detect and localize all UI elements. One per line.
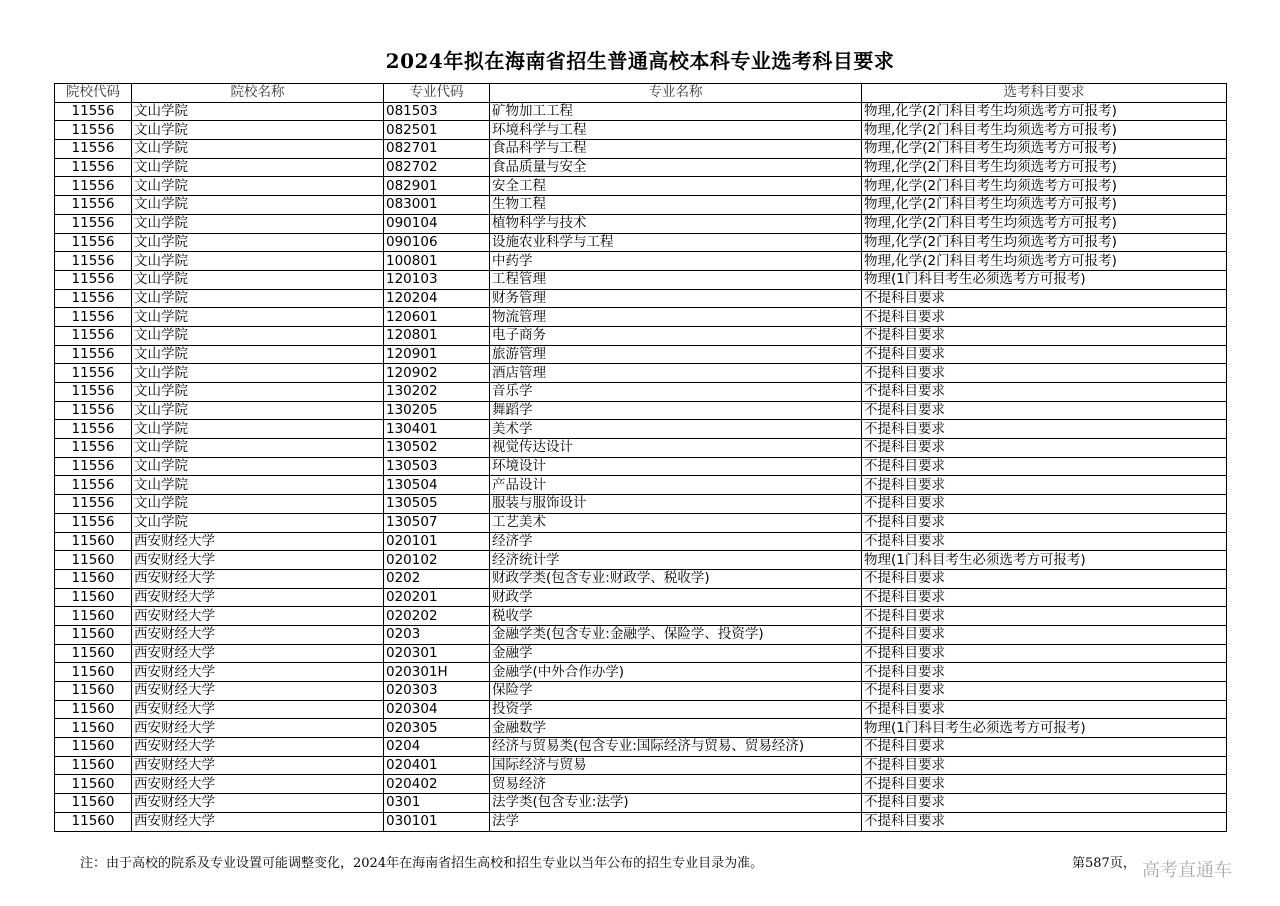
subject-requirement-cell: 物理,化学(2门科目考生均须选考方可报考)	[862, 196, 1227, 215]
major-name-cell: 服装与服饰设计	[490, 495, 862, 514]
subject-requirement-cell: 物理,化学(2门科目考生均须选考方可报考)	[862, 102, 1227, 121]
school-code-cell: 11556	[55, 102, 132, 121]
table-row	[55, 569, 1227, 588]
major-name-cell: 矿物加工工程	[490, 102, 862, 121]
subject-requirement-cell: 物理(1门科目考生必须选考方可报考)	[862, 270, 1227, 289]
header-major-code: 专业代码	[384, 84, 490, 103]
subject-requirement-cell: 不提科目要求	[862, 607, 1227, 626]
school-code-cell: 11560	[55, 794, 132, 813]
subject-requirement-cell: 不提科目要求	[862, 345, 1227, 364]
table-body	[55, 102, 1227, 831]
school-code-cell: 11560	[55, 700, 132, 719]
major-code-cell: 120601	[384, 308, 490, 327]
school-code-cell: 11556	[55, 476, 132, 495]
major-code-cell: 020201	[384, 588, 490, 607]
school-name-cell: 文山学院	[132, 140, 384, 159]
subject-requirement-cell: 不提科目要求	[862, 738, 1227, 757]
table-row	[55, 457, 1227, 476]
table-row	[55, 476, 1227, 495]
table-row	[55, 252, 1227, 271]
major-code-cell: 120204	[384, 289, 490, 308]
school-name-cell: 文山学院	[132, 289, 384, 308]
major-name-cell: 工程管理	[490, 270, 862, 289]
subject-requirement-cell: 物理,化学(2门科目考生均须选考方可报考)	[862, 121, 1227, 140]
major-code-cell: 130504	[384, 476, 490, 495]
subject-requirement-cell: 不提科目要求	[862, 457, 1227, 476]
major-code-cell: 130502	[384, 439, 490, 458]
subject-requirement-cell: 不提科目要求	[862, 326, 1227, 345]
major-code-cell: 083001	[384, 196, 490, 215]
major-name-cell: 环境设计	[490, 457, 862, 476]
table-row	[55, 102, 1227, 121]
school-name-cell: 文山学院	[132, 383, 384, 402]
major-code-cell: 130401	[384, 420, 490, 439]
table-row	[55, 607, 1227, 626]
subject-requirement-cell: 不提科目要求	[862, 364, 1227, 383]
major-code-cell: 130205	[384, 401, 490, 420]
table-row	[55, 196, 1227, 215]
table-row	[55, 233, 1227, 252]
major-code-cell: 0301	[384, 794, 490, 813]
major-code-cell: 130505	[384, 495, 490, 514]
table-row	[55, 121, 1227, 140]
major-code-cell: 120801	[384, 326, 490, 345]
school-code-cell: 11560	[55, 682, 132, 701]
subject-requirement-cell: 不提科目要求	[862, 775, 1227, 794]
school-name-cell: 西安财经大学	[132, 569, 384, 588]
footer-note: 注：由于高校的院系及专业设置可能调整变化，2024年在海南省招生高校和招生专业以当年公布的招生专业目录为准。	[80, 856, 764, 871]
watermark: 高考直通车	[1142, 860, 1232, 881]
subject-requirement-cell: 物理,化学(2门科目考生均须选考方可报考)	[862, 233, 1227, 252]
school-code-cell: 11556	[55, 308, 132, 327]
header-school-code: 院校代码	[55, 84, 132, 103]
major-name-cell: 保险学	[490, 682, 862, 701]
subject-requirement-cell: 不提科目要求	[862, 812, 1227, 831]
major-code-cell: 120902	[384, 364, 490, 383]
table-row	[55, 794, 1227, 813]
school-name-cell: 文山学院	[132, 476, 384, 495]
subject-requirement-cell: 不提科目要求	[862, 644, 1227, 663]
major-code-cell: 120901	[384, 345, 490, 364]
major-name-cell: 金融学类(包含专业:金融学、保险学、投资学)	[490, 625, 862, 644]
school-code-cell: 11556	[55, 270, 132, 289]
school-code-cell: 11556	[55, 401, 132, 420]
major-name-cell: 财务管理	[490, 289, 862, 308]
requirements-table	[54, 83, 1227, 832]
major-code-cell: 082701	[384, 140, 490, 159]
school-name-cell: 西安财经大学	[132, 551, 384, 570]
major-name-cell: 食品科学与工程	[490, 140, 862, 159]
major-code-cell: 020301	[384, 644, 490, 663]
school-name-cell: 文山学院	[132, 439, 384, 458]
major-name-cell: 财政学	[490, 588, 862, 607]
school-name-cell: 文山学院	[132, 102, 384, 121]
subject-requirement-cell: 不提科目要求	[862, 663, 1227, 682]
table-row	[55, 700, 1227, 719]
major-name-cell: 音乐学	[490, 383, 862, 402]
major-code-cell: 090104	[384, 214, 490, 233]
major-code-cell: 082901	[384, 177, 490, 196]
table-row	[55, 588, 1227, 607]
major-name-cell: 安全工程	[490, 177, 862, 196]
table-row	[55, 401, 1227, 420]
school-name-cell: 西安财经大学	[132, 607, 384, 626]
major-name-cell: 植物科学与技术	[490, 214, 862, 233]
school-name-cell: 西安财经大学	[132, 625, 384, 644]
school-name-cell: 西安财经大学	[132, 756, 384, 775]
table-row	[55, 625, 1227, 644]
subject-requirement-cell: 不提科目要求	[862, 532, 1227, 551]
school-code-cell: 11560	[55, 551, 132, 570]
subject-requirement-cell: 不提科目要求	[862, 289, 1227, 308]
school-code-cell: 11556	[55, 439, 132, 458]
major-code-cell: 020202	[384, 607, 490, 626]
major-code-cell: 020101	[384, 532, 490, 551]
major-code-cell: 130507	[384, 513, 490, 532]
subject-requirement-cell: 不提科目要求	[862, 401, 1227, 420]
major-name-cell: 设施农业科学与工程	[490, 233, 862, 252]
school-name-cell: 文山学院	[132, 177, 384, 196]
major-code-cell: 120103	[384, 270, 490, 289]
table-row	[55, 738, 1227, 757]
school-code-cell: 11556	[55, 383, 132, 402]
major-name-cell: 金融学	[490, 644, 862, 663]
school-code-cell: 11560	[55, 569, 132, 588]
major-name-cell: 食品质量与安全	[490, 158, 862, 177]
table-row	[55, 719, 1227, 738]
school-name-cell: 文山学院	[132, 420, 384, 439]
major-name-cell: 财政学类(包含专业:财政学、税收学)	[490, 569, 862, 588]
table-row	[55, 270, 1227, 289]
major-name-cell: 法学类(包含专业:法学)	[490, 794, 862, 813]
school-code-cell: 11556	[55, 196, 132, 215]
school-name-cell: 文山学院	[132, 326, 384, 345]
school-name-cell: 文山学院	[132, 270, 384, 289]
school-name-cell: 文山学院	[132, 196, 384, 215]
table-row	[55, 756, 1227, 775]
school-code-cell: 11560	[55, 625, 132, 644]
major-code-cell: 082501	[384, 121, 490, 140]
school-name-cell: 西安财经大学	[132, 812, 384, 831]
school-name-cell: 西安财经大学	[132, 682, 384, 701]
table-row	[55, 383, 1227, 402]
school-code-cell: 11556	[55, 252, 132, 271]
school-name-cell: 文山学院	[132, 513, 384, 532]
table-row	[55, 439, 1227, 458]
school-name-cell: 西安财经大学	[132, 719, 384, 738]
major-code-cell: 020303	[384, 682, 490, 701]
subject-requirement-cell: 不提科目要求	[862, 700, 1227, 719]
major-name-cell: 金融数学	[490, 719, 862, 738]
document-title: 2024年拟在海南省招生普通高校本科专业选考科目要求	[385, 49, 895, 73]
major-name-cell: 酒店管理	[490, 364, 862, 383]
major-name-cell: 美术学	[490, 420, 862, 439]
school-name-cell: 西安财经大学	[132, 588, 384, 607]
school-code-cell: 11556	[55, 513, 132, 532]
major-name-cell: 物流管理	[490, 308, 862, 327]
major-code-cell: 020102	[384, 551, 490, 570]
major-code-cell: 0203	[384, 625, 490, 644]
school-code-cell: 11556	[55, 214, 132, 233]
table-row	[55, 495, 1227, 514]
table-row	[55, 140, 1227, 159]
major-name-cell: 经济学	[490, 532, 862, 551]
school-code-cell: 11556	[55, 420, 132, 439]
major-name-cell: 旅游管理	[490, 345, 862, 364]
school-code-cell: 11556	[55, 140, 132, 159]
major-name-cell: 生物工程	[490, 196, 862, 215]
subject-requirement-cell: 不提科目要求	[862, 495, 1227, 514]
school-name-cell: 文山学院	[132, 214, 384, 233]
school-name-cell: 西安财经大学	[132, 775, 384, 794]
school-code-cell: 11556	[55, 121, 132, 140]
school-name-cell: 西安财经大学	[132, 532, 384, 551]
school-name-cell: 文山学院	[132, 345, 384, 364]
school-name-cell: 文山学院	[132, 364, 384, 383]
major-code-cell: 090106	[384, 233, 490, 252]
school-name-cell: 文山学院	[132, 158, 384, 177]
school-name-cell: 文山学院	[132, 252, 384, 271]
major-code-cell: 020402	[384, 775, 490, 794]
table-row	[55, 158, 1227, 177]
major-code-cell: 130503	[384, 457, 490, 476]
school-code-cell: 11560	[55, 663, 132, 682]
school-code-cell: 11556	[55, 326, 132, 345]
school-name-cell: 西安财经大学	[132, 700, 384, 719]
school-code-cell: 11556	[55, 177, 132, 196]
major-name-cell: 投资学	[490, 700, 862, 719]
major-code-cell: 100801	[384, 252, 490, 271]
subject-requirement-cell: 不提科目要求	[862, 569, 1227, 588]
subject-requirement-cell: 物理,化学(2门科目考生均须选考方可报考)	[862, 158, 1227, 177]
subject-requirement-cell: 不提科目要求	[862, 439, 1227, 458]
school-code-cell: 11560	[55, 812, 132, 831]
subject-requirement-cell: 物理,化学(2门科目考生均须选考方可报考)	[862, 252, 1227, 271]
major-name-cell: 舞蹈学	[490, 401, 862, 420]
school-name-cell: 文山学院	[132, 308, 384, 327]
subject-requirement-cell: 物理(1门科目考生必须选考方可报考)	[862, 719, 1227, 738]
major-code-cell: 020401	[384, 756, 490, 775]
subject-requirement-cell: 物理,化学(2门科目考生均须选考方可报考)	[862, 214, 1227, 233]
table-row	[55, 308, 1227, 327]
school-code-cell: 11556	[55, 345, 132, 364]
table-row	[55, 513, 1227, 532]
page-number: 第587页，	[1072, 856, 1136, 871]
major-code-cell: 020301H	[384, 663, 490, 682]
school-name-cell: 文山学院	[132, 457, 384, 476]
table-row	[55, 326, 1227, 345]
school-name-cell: 文山学院	[132, 121, 384, 140]
major-code-cell: 082702	[384, 158, 490, 177]
table-row	[55, 644, 1227, 663]
major-code-cell: 020305	[384, 719, 490, 738]
table-row	[55, 551, 1227, 570]
major-name-cell: 金融学(中外合作办学)	[490, 663, 862, 682]
school-code-cell: 11556	[55, 289, 132, 308]
subject-requirement-cell: 不提科目要求	[862, 420, 1227, 439]
subject-requirement-cell: 不提科目要求	[862, 756, 1227, 775]
table-row	[55, 177, 1227, 196]
table-row	[55, 289, 1227, 308]
school-code-cell: 11556	[55, 495, 132, 514]
subject-requirement-cell: 不提科目要求	[862, 682, 1227, 701]
school-code-cell: 11560	[55, 775, 132, 794]
major-name-cell: 经济与贸易类(包含专业:国际经济与贸易、贸易经济)	[490, 738, 862, 757]
subject-requirement-cell: 物理,化学(2门科目考生均须选考方可报考)	[862, 177, 1227, 196]
school-code-cell: 11560	[55, 607, 132, 626]
major-code-cell: 020304	[384, 700, 490, 719]
header-major-name: 专业名称	[490, 84, 862, 103]
school-code-cell: 11556	[55, 158, 132, 177]
school-name-cell: 文山学院	[132, 495, 384, 514]
table-row	[55, 775, 1227, 794]
major-name-cell: 产品设计	[490, 476, 862, 495]
school-name-cell: 西安财经大学	[132, 738, 384, 757]
major-code-cell: 030101	[384, 812, 490, 831]
school-code-cell: 11560	[55, 738, 132, 757]
school-code-cell: 11560	[55, 588, 132, 607]
subject-requirement-cell: 物理,化学(2门科目考生均须选考方可报考)	[862, 140, 1227, 159]
major-name-cell: 国际经济与贸易	[490, 756, 862, 775]
school-name-cell: 西安财经大学	[132, 644, 384, 663]
subject-requirement-cell: 不提科目要求	[862, 476, 1227, 495]
major-name-cell: 中药学	[490, 252, 862, 271]
major-code-cell: 130202	[384, 383, 490, 402]
header-school-name: 院校名称	[132, 84, 384, 103]
school-name-cell: 文山学院	[132, 401, 384, 420]
major-code-cell: 0204	[384, 738, 490, 757]
table-row	[55, 532, 1227, 551]
subject-requirement-cell: 不提科目要求	[862, 513, 1227, 532]
major-name-cell: 经济统计学	[490, 551, 862, 570]
school-code-cell: 11556	[55, 457, 132, 476]
major-name-cell: 税收学	[490, 607, 862, 626]
table-row	[55, 420, 1227, 439]
subject-requirement-cell: 不提科目要求	[862, 383, 1227, 402]
subject-requirement-cell: 不提科目要求	[862, 625, 1227, 644]
major-name-cell: 法学	[490, 812, 862, 831]
subject-requirement-cell: 不提科目要求	[862, 588, 1227, 607]
major-code-cell: 0202	[384, 569, 490, 588]
school-name-cell: 文山学院	[132, 233, 384, 252]
subject-requirement-cell: 物理(1门科目考生必须选考方可报考)	[862, 551, 1227, 570]
header-subject-requirement: 选考科目要求	[862, 84, 1227, 103]
table-row	[55, 663, 1227, 682]
major-name-cell: 电子商务	[490, 326, 862, 345]
subject-requirement-cell: 不提科目要求	[862, 308, 1227, 327]
school-code-cell: 11556	[55, 233, 132, 252]
major-code-cell: 081503	[384, 102, 490, 121]
subject-requirement-cell: 不提科目要求	[862, 794, 1227, 813]
school-name-cell: 西安财经大学	[132, 794, 384, 813]
table-row	[55, 364, 1227, 383]
school-name-cell: 西安财经大学	[132, 663, 384, 682]
school-code-cell: 11556	[55, 364, 132, 383]
school-code-cell: 11560	[55, 719, 132, 738]
major-name-cell: 视觉传达设计	[490, 439, 862, 458]
table-row	[55, 682, 1227, 701]
major-name-cell: 贸易经济	[490, 775, 862, 794]
major-name-cell: 工艺美术	[490, 513, 862, 532]
school-code-cell: 11560	[55, 756, 132, 775]
table-row	[55, 214, 1227, 233]
table-row	[55, 812, 1227, 831]
table-row	[55, 345, 1227, 364]
school-code-cell: 11560	[55, 532, 132, 551]
major-name-cell: 环境科学与工程	[490, 121, 862, 140]
school-code-cell: 11560	[55, 644, 132, 663]
table-header-row	[55, 84, 1227, 103]
